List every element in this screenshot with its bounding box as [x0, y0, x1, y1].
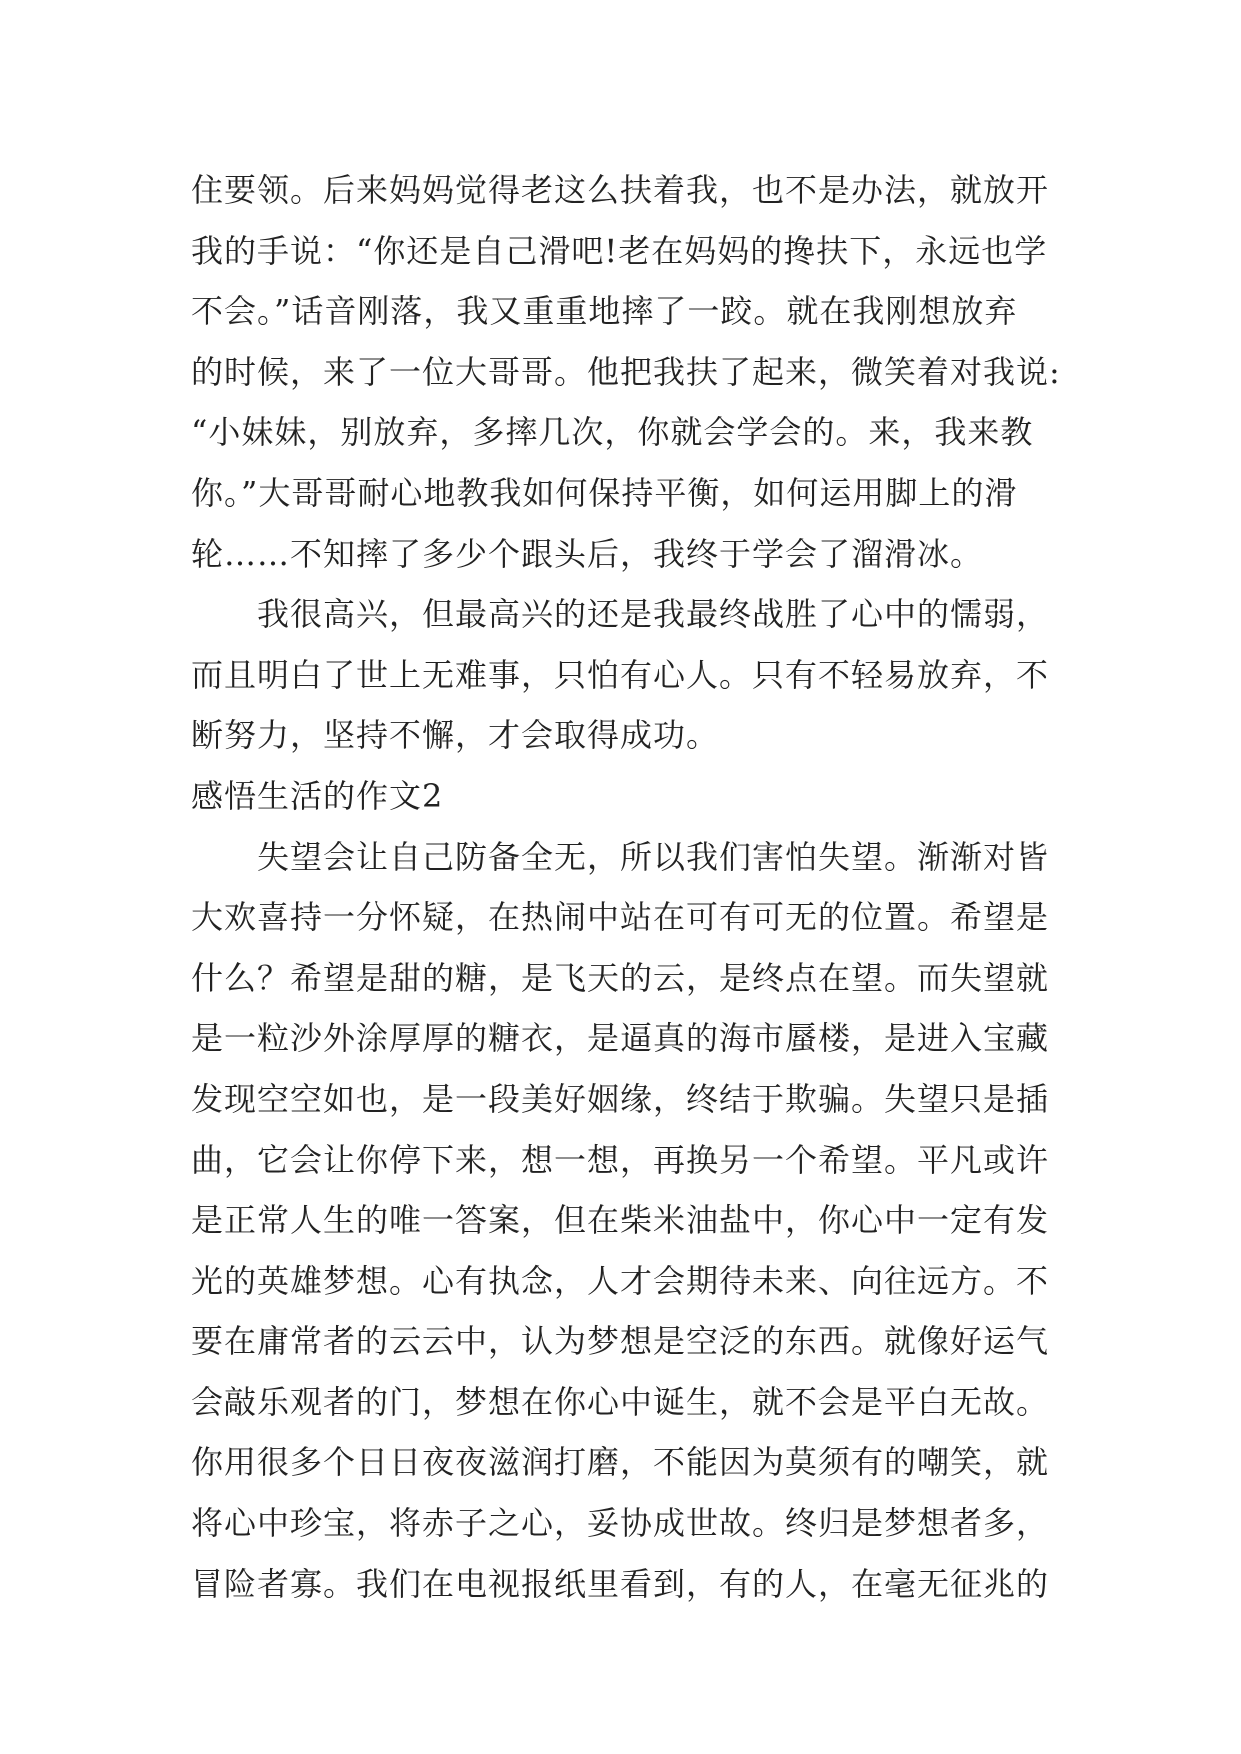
- text-line: 你用很多个日日夜夜滋润打磨，不能因为莫须有的嘲笑，就: [191, 1443, 1050, 1482]
- text-line: 光的英雄梦想。心有执念，人才会期待未来、向往远方。不: [191, 1261, 1050, 1300]
- text-line: 我的手说：“你还是自己滑吧!老在妈妈的搀扶下，永远也学: [191, 231, 1048, 270]
- text-line: 什么？希望是甜的糖，是飞天的云，是终点在望。而失望就: [191, 958, 1050, 997]
- text-line: 会敲乐观者的门，梦想在你心中诞生，就不会是平白无故。: [191, 1382, 1050, 1421]
- text-line: 是正常人生的唯一答案，但在柴米油盐中，你心中一定有发: [191, 1201, 1050, 1240]
- text-line: 的时候，来了一位大哥哥。他把我扶了起来，微笑着对我说:: [191, 352, 1061, 391]
- paragraph-1: [191, 160, 1061, 584]
- text-line: 曲，它会让你停下来，想一想，再换另一个希望。平凡或许: [191, 1140, 1050, 1179]
- text-line: 将心中珍宝，将赤子之心，妥协成世故。终归是梦想者多，: [191, 1504, 1050, 1543]
- text-line: 是一粒沙外涂厚厚的糖衣，是逼真的海市蜃楼，是进入宝藏: [191, 1019, 1050, 1058]
- text-line: 我很高兴，但最高兴的还是我最终战胜了心中的懦弱，: [257, 595, 1050, 634]
- text-line: 住要领。后来妈妈觉得老这么扶着我，也不是办法，就放开: [191, 171, 1050, 209]
- text-line: “小妹妹，别放弃，多摔几次，你就会学会的。来，我来教: [191, 413, 1034, 452]
- text-line: 大欢喜持一分怀疑，在热闹中站在可有可无的位置。希望是: [191, 898, 1050, 937]
- text-line: 不会。”话音刚落，我又重重地摔了一跤。就在我刚想放弃: [191, 292, 1018, 331]
- text-line: 轮……不知摔了多少个跟头后，我终于学会了溜滑冰。: [191, 534, 984, 573]
- text-line: 发现空空如也，是一段美好姻缘，终结于欺骗。失望只是插: [191, 1079, 1050, 1118]
- section-heading: 感悟生活的作文2: [191, 776, 444, 815]
- text-line: 要在庸常者的云云中，认为梦想是空泛的东西。就像好运气: [191, 1322, 1050, 1361]
- paragraph-2: [191, 584, 1061, 766]
- text-line: 冒险者寡。我们在电视报纸里看到，有的人，在毫无征兆的: [191, 1564, 1050, 1603]
- text-line: 断努力，坚持不懈，才会取得成功。: [191, 716, 720, 755]
- text-line: 失望会让自己防备全无，所以我们害怕失望。渐渐对皆: [257, 837, 1050, 876]
- text-line: 而且明白了世上无难事，只怕有心人。只有不轻易放弃，不: [191, 655, 1050, 694]
- document-body: [191, 160, 1061, 1614]
- paragraph-3: [191, 827, 1061, 1615]
- text-line: 你。”大哥哥耐心地教我如何保持平衡，如何运用脚上的滑: [191, 473, 1018, 512]
